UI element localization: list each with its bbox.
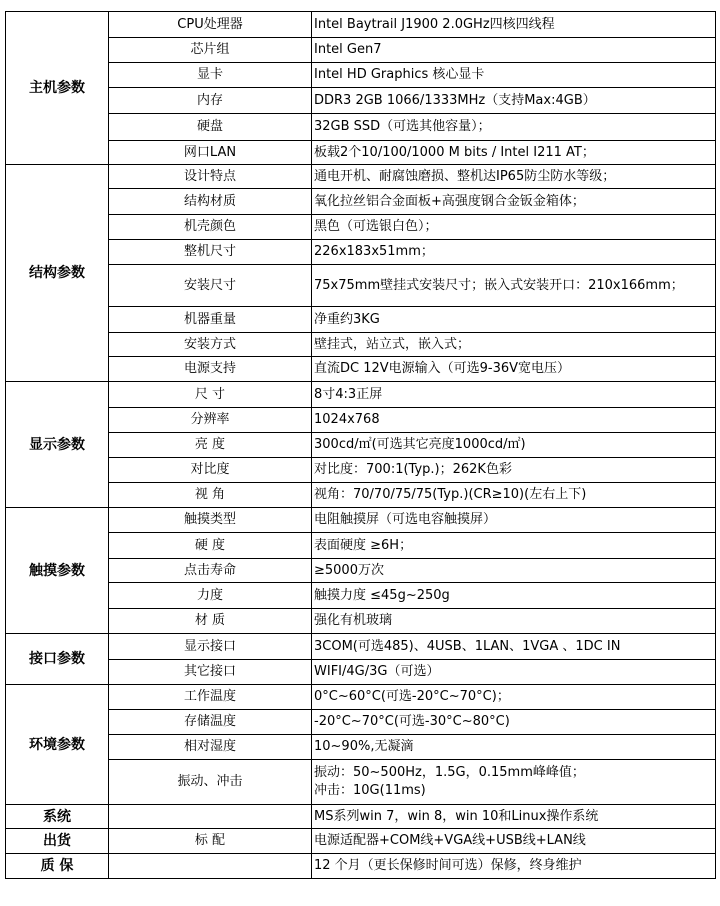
spec-label: 力度 [109, 583, 312, 609]
table-row [6, 533, 716, 559]
spec-label [109, 854, 312, 879]
table-row [6, 735, 716, 760]
spec-value: 12 个月（更长保修时间可选）保修，终身维护 [312, 854, 716, 879]
table-row [6, 458, 716, 483]
spec-value-line: 冲击：10G(11ms) [314, 783, 426, 798]
spec-value: 视角：70/70/75/75(Typ.)(CR≥10)(左右上下) [312, 483, 716, 508]
spec-label: 网口LAN [109, 141, 312, 165]
spec-label: 视 角 [109, 483, 312, 508]
spec-value: 300cd/㎡(可选其它亮度1000cd/㎡) [312, 433, 716, 458]
spec-label: 安装尺寸 [109, 265, 312, 307]
spec-label: 材 质 [109, 609, 312, 634]
spec-label: 工作温度 [109, 685, 312, 710]
spec-label: 芯片组 [109, 38, 312, 63]
table-row [6, 710, 716, 735]
table-row [6, 408, 716, 433]
spec-value: 触摸力度 ≤45g~250g [312, 583, 716, 609]
table-row [6, 854, 716, 879]
category-cell: 环境参数 [6, 685, 109, 805]
spec-value-line: 振动：50~500Hz，1.5G，0.15mm峰峰值； [314, 765, 585, 780]
spec-value: 1024x768 [312, 408, 716, 433]
spec-label: 相对湿度 [109, 735, 312, 760]
spec-value: Intel HD Graphics 核心显卡 [312, 63, 716, 88]
table-row [6, 141, 716, 165]
spec-label: 分辨率 [109, 408, 312, 433]
spec-value: DDR3 2GB 1066/1333MHz（支持Max:4GB） [312, 88, 716, 114]
spec-label: 振动、冲击 [109, 760, 312, 805]
spec-label: 尺 寸 [109, 382, 312, 408]
spec-value: 对比度：700:1(Typ.)；262K色彩 [312, 458, 716, 483]
spec-value: MS系列win 7，win 8，win 10和Linux操作系统 [312, 805, 716, 829]
category-cell: 显示参数 [6, 382, 109, 508]
table-row [6, 240, 716, 265]
spec-label: 标 配 [109, 829, 312, 854]
category-cell: 质 保 [6, 854, 109, 879]
spec-table [5, 11, 716, 879]
spec-value: WIFI/4G/3G（可选） [312, 660, 716, 685]
table-row [6, 760, 716, 805]
spec-label: 点击寿命 [109, 559, 312, 583]
category-cell: 主机参数 [6, 12, 109, 165]
spec-value: -20°C~70°C(可选-30°C~80°C) [312, 710, 716, 735]
spec-value: 通电开机、耐腐蚀磨损、整机达IP65防尘防水等级； [312, 165, 716, 189]
table-row [6, 805, 716, 829]
spec-value: 壁挂式，站立式，嵌入式； [312, 333, 716, 357]
spec-label: 结构材质 [109, 189, 312, 215]
spec-label: 其它接口 [109, 660, 312, 685]
category-cell: 接口参数 [6, 634, 109, 685]
table-row [6, 189, 716, 215]
spec-label: 触摸类型 [109, 508, 312, 533]
table-row [6, 333, 716, 357]
table-row [6, 357, 716, 382]
spec-value [312, 760, 716, 805]
spec-value: 强化有机玻璃 [312, 609, 716, 634]
table-row [6, 165, 716, 189]
spec-label: 电源支持 [109, 357, 312, 382]
category-cell: 出货 [6, 829, 109, 854]
spec-label: 设计特点 [109, 165, 312, 189]
spec-value: 3COM(可选485)、4USB、1LAN、1VGA 、1DC IN [312, 634, 716, 660]
spec-label: 整机尺寸 [109, 240, 312, 265]
table-row [6, 433, 716, 458]
spec-value: 32GB SSD（可选其他容量）； [312, 114, 716, 141]
spec-value: 10~90%,无凝滴 [312, 735, 716, 760]
category-cell: 结构参数 [6, 165, 109, 382]
category-cell: 触摸参数 [6, 508, 109, 634]
table-row [6, 215, 716, 240]
table-row [6, 38, 716, 63]
spec-value: 电阻触摸屏（可选电容触摸屏） [312, 508, 716, 533]
spec-label: CPU处理器 [109, 12, 312, 38]
spec-label: 硬 度 [109, 533, 312, 559]
spec-label: 对比度 [109, 458, 312, 483]
spec-value: 0°C~60°C(可选-20°C~70°C)； [312, 685, 716, 710]
table-row [6, 307, 716, 333]
table-row [6, 508, 716, 533]
table-row [6, 583, 716, 609]
table-row [6, 63, 716, 88]
table-row [6, 609, 716, 634]
spec-label: 存储温度 [109, 710, 312, 735]
table-row [6, 12, 716, 38]
spec-value: 黑色（可选银白色）； [312, 215, 716, 240]
spec-value: 75x75mm壁挂式安装尺寸；嵌入式安装开口：210x166mm； [312, 265, 716, 307]
spec-table-body [6, 12, 716, 879]
spec-value: 226x183x51mm； [312, 240, 716, 265]
spec-value: 净重约3KG [312, 307, 716, 333]
spec-label: 显卡 [109, 63, 312, 88]
spec-label: 显示接口 [109, 634, 312, 660]
spec-value: 直流DC 12V电源输入（可选9-36V宽电压） [312, 357, 716, 382]
table-row [6, 265, 716, 307]
table-row [6, 382, 716, 408]
spec-label: 安装方式 [109, 333, 312, 357]
spec-value: 氧化拉丝铝合金面板+高强度钢合金钣金箱体； [312, 189, 716, 215]
category-cell: 系统 [6, 805, 109, 829]
table-row [6, 559, 716, 583]
spec-value: Intel Baytrail J1900 2.0GHz四核四线程 [312, 12, 716, 38]
table-row [6, 685, 716, 710]
spec-value: 电源适配器+COM线+VGA线+USB线+LAN线 [312, 829, 716, 854]
spec-label: 亮 度 [109, 433, 312, 458]
table-row [6, 483, 716, 508]
spec-value: 8寸4:3正屏 [312, 382, 716, 408]
table-row [6, 634, 716, 660]
spec-label: 机器重量 [109, 307, 312, 333]
table-row [6, 829, 716, 854]
spec-label: 硬盘 [109, 114, 312, 141]
spec-value: Intel Gen7 [312, 38, 716, 63]
table-row [6, 88, 716, 114]
spec-value: 板载2个10/100/1000 M bits / Intel I211 AT； [312, 141, 716, 165]
table-row [6, 660, 716, 685]
spec-label: 机壳颜色 [109, 215, 312, 240]
spec-value: 表面硬度 ≥6H； [312, 533, 716, 559]
table-row [6, 114, 716, 141]
spec-label: 内存 [109, 88, 312, 114]
spec-label [109, 805, 312, 829]
spec-value: ≥5000万次 [312, 559, 716, 583]
